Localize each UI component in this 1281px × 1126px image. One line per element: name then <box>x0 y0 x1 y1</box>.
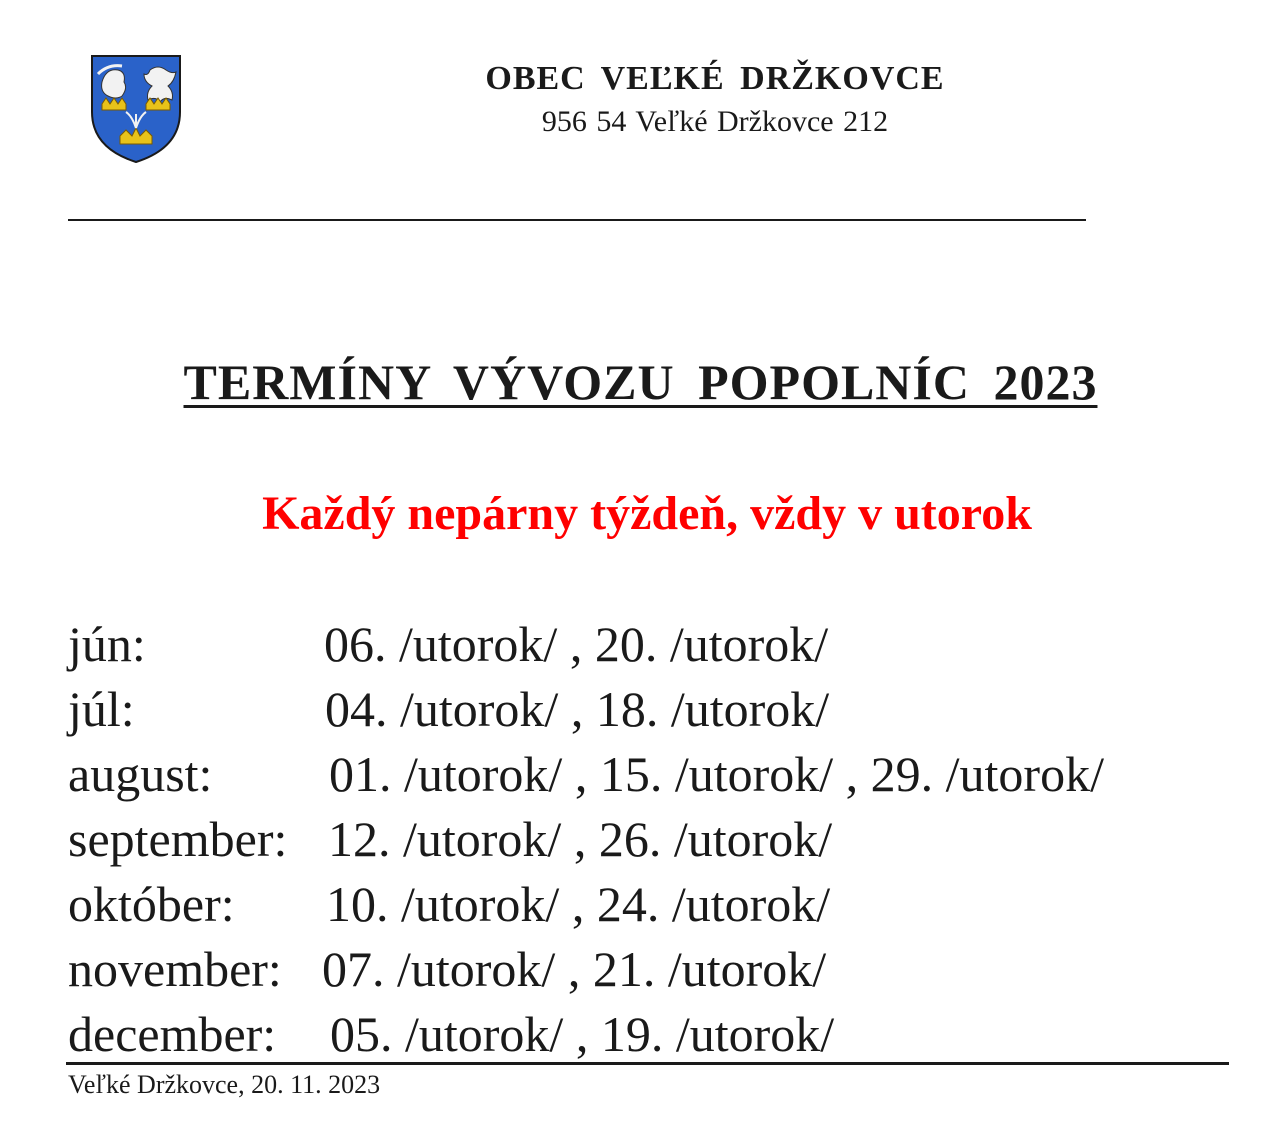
collection-schedule <box>68 612 1228 1067</box>
schedule-dates: 12. /utorok/ , 26. /utorok/ <box>328 811 833 867</box>
schedule-row-november <box>68 937 1228 1002</box>
schedule-month: október: <box>68 876 235 932</box>
schedule-row-oktober <box>68 872 1228 937</box>
schedule-month: august: <box>68 746 213 802</box>
schedule-month: jún: <box>68 616 146 672</box>
schedule-month: december: <box>68 1006 277 1062</box>
schedule-row-august <box>68 742 1228 807</box>
document-title <box>0 352 1281 412</box>
schedule-month: november: <box>68 941 282 997</box>
schedule-month: júl: <box>68 681 135 737</box>
footer-divider <box>66 1062 1229 1065</box>
coat-of-arms-icon <box>88 52 184 164</box>
schedule-month: september: <box>68 811 288 867</box>
place-and-date: Veľké Držkovce, 20. 11. 2023 <box>68 1070 381 1099</box>
schedule-dates: 04. /utorok/ , 18. /utorok/ <box>325 681 830 737</box>
schedule-dates: 10. /utorok/ , 24. /utorok/ <box>326 876 831 932</box>
schedule-subtitle: Každý nepárny týždeň, vždy v utorok <box>262 487 1032 540</box>
organization-address: 956 54 Veľké Držkovce 212 <box>541 105 889 138</box>
schedule-dates: 07. /utorok/ , 21. /utorok/ <box>322 941 827 997</box>
document-title-text: TERMÍNY VÝVOZU POPOLNÍC 2023 <box>183 354 1098 410</box>
schedule-row-jun <box>68 612 1228 677</box>
schedule-row-september <box>68 807 1228 872</box>
schedule-dates: 06. /utorok/ , 20. /utorok/ <box>324 616 829 672</box>
organization-name: OBEC VEĽKÉ DRŽKOVCE <box>485 60 945 97</box>
schedule-dates: 01. /utorok/ , 15. /utorok/ , 29. /utorok/ <box>329 746 1104 802</box>
schedule-row-december <box>68 1002 1228 1067</box>
schedule-row-jul <box>68 677 1228 742</box>
schedule-dates: 05. /utorok/ , 19. /utorok/ <box>330 1006 835 1062</box>
header-divider <box>68 219 1086 221</box>
